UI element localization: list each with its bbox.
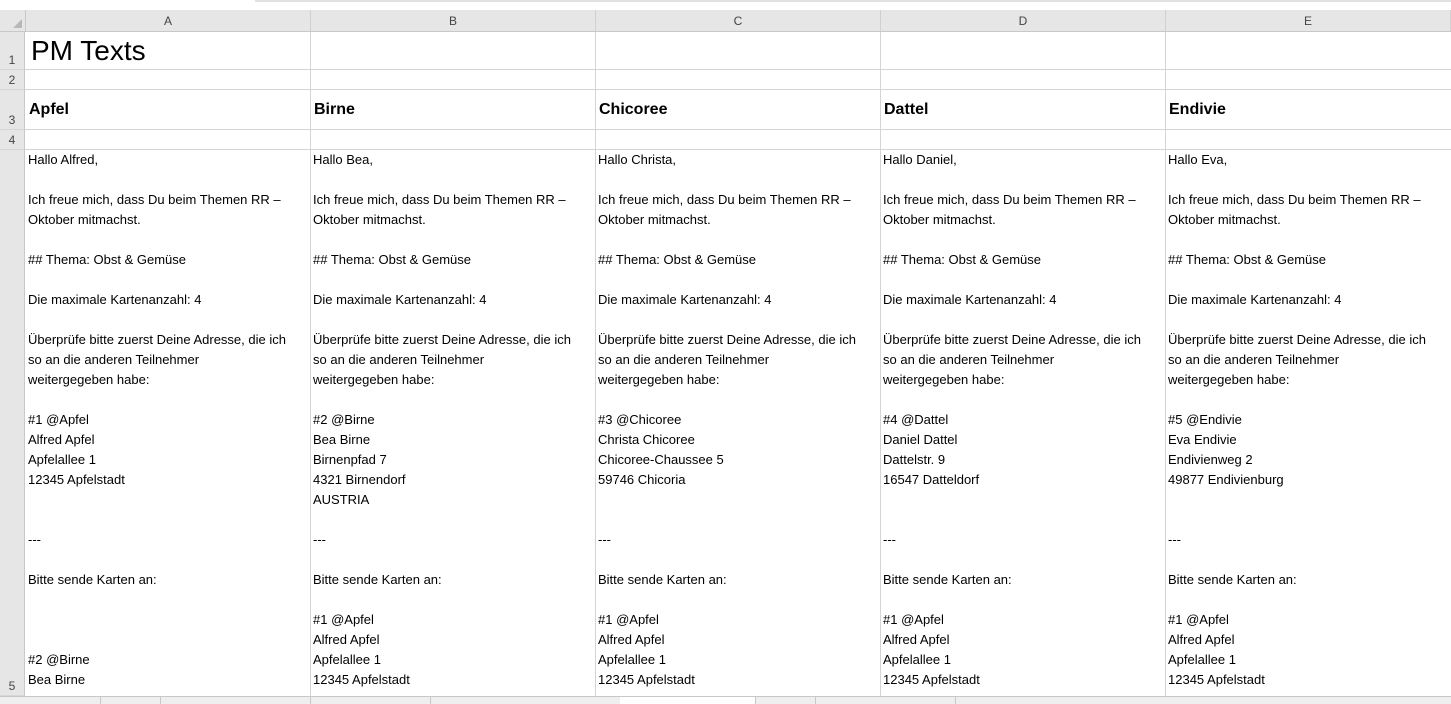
row-number-4: 4: [8, 133, 16, 147]
row-header-3[interactable]: [0, 90, 25, 130]
cell-a5-text[interactable]: Hallo Alfred, Ich freue mich, dass Du beim Themen RR – Oktober mitmachst. ## Thema: Obst & Gemüse Die maximale Kartenanzahl: 4 Überprüfe bitte zuerst Deine Adresse, die ich so an die anderen Teilnehmer weitergegeben habe: #1 @Apfel Alfred Apfel Apfelallee 1 12345 Apfelstadt --- Bitte sende Karten an: #2 @Birne Bea Birne: [28, 152, 286, 687]
cell-e5-text[interactable]: Hallo Eva, Ich freue mich, dass Du beim Themen RR – Oktober mitmachst. ## Thema: Obst & Gemüse Die maximale Kartenanzahl: 4 Überprüfe bitte zuerst Deine Adresse, die ich so an die anderen Teilnehmer weitergegeben habe: #5 @Endivie Eva Endivie Endivienweg 2 49877 Endivienburg --- Bitte sende Karten an: #1 @Apfel Alfred Apfel Apfelallee 1 12345 Apfelstadt: [1168, 152, 1426, 687]
row-number-5: 5: [8, 679, 16, 693]
column-header-bar: [0, 10, 1451, 32]
gridline: [25, 69, 1451, 70]
row-header-2[interactable]: [0, 70, 25, 90]
cell-a3-header[interactable]: Apfel: [29, 101, 69, 118]
column-header-b[interactable]: B: [311, 10, 596, 31]
cell-b3-header[interactable]: Birne: [314, 101, 355, 118]
row-header-4[interactable]: [0, 130, 25, 150]
gridline: [25, 89, 1451, 90]
row-number-1: 1: [8, 53, 16, 67]
column-header-a[interactable]: A: [26, 10, 311, 31]
row-number-2: 2: [8, 73, 16, 87]
cell-c3-header[interactable]: Chicoree: [599, 101, 668, 118]
column-header-d[interactable]: D: [881, 10, 1166, 31]
select-all-button[interactable]: [0, 10, 26, 31]
row-header-5[interactable]: [0, 150, 25, 696]
column-header-e[interactable]: E: [1166, 10, 1451, 31]
column-header-c[interactable]: C: [596, 10, 881, 31]
cell-c5-text[interactable]: Hallo Christa, Ich freue mich, dass Du beim Themen RR – Oktober mitmachst. ## Thema: Obst & Gemüse Die maximale Kartenanzahl: 4 Überprüfe bitte zuerst Deine Adresse, die ich so an die anderen Teilnehmer weitergegeben habe: #3 @Chicoree Christa Chicoree Chicoree-Chaussee 5 59746 Chicoria --- Bitte sende Karten an: #1 @Apfel Alfred Apfel Apfelallee 1 12345 Apfelstadt: [598, 152, 856, 687]
cell-b5-text[interactable]: Hallo Bea, Ich freue mich, dass Du beim Themen RR – Oktober mitmachst. ## Thema: Obst & Gemüse Die maximale Kartenanzahl: 4 Überprüfe bitte zuerst Deine Adresse, die ich so an die anderen Teilnehmer weitergegeben habe: #2 @Birne Bea Birne Birnenpfad 7 4321 Birnendorf AUSTRIA --- Bitte sende Karten an: #1 @Apfel Alfred Apfel Apfelallee 1 12345 Apfelstadt: [313, 152, 571, 687]
ribbon-bottom-edge: [0, 0, 1451, 10]
select-all-triangle-icon: [13, 19, 22, 28]
cell-d3-header[interactable]: Dattel: [884, 101, 929, 118]
gridline: [25, 129, 1451, 130]
ribbon-border: [255, 0, 1451, 2]
cell-e3-header[interactable]: Endivie: [1169, 101, 1226, 118]
row-header-1[interactable]: [0, 32, 25, 70]
cell-a1-title[interactable]: PM Texts: [31, 35, 146, 66]
row-number-3: 3: [8, 113, 16, 127]
cell-d5-text[interactable]: Hallo Daniel, Ich freue mich, dass Du beim Themen RR – Oktober mitmachst. ## Thema: Obst & Gemüse Die maximale Kartenanzahl: 4 Überprüfe bitte zuerst Deine Adresse, die ich so an die anderen Teilnehmer weitergegeben habe: #4 @Dattel Daniel Dattel Dattelstr. 9 16547 Datteldorf --- Bitte sende Karten an: #1 @Apfel Alfred Apfel Apfelallee 1 12345 Apfelstadt: [883, 152, 1141, 687]
